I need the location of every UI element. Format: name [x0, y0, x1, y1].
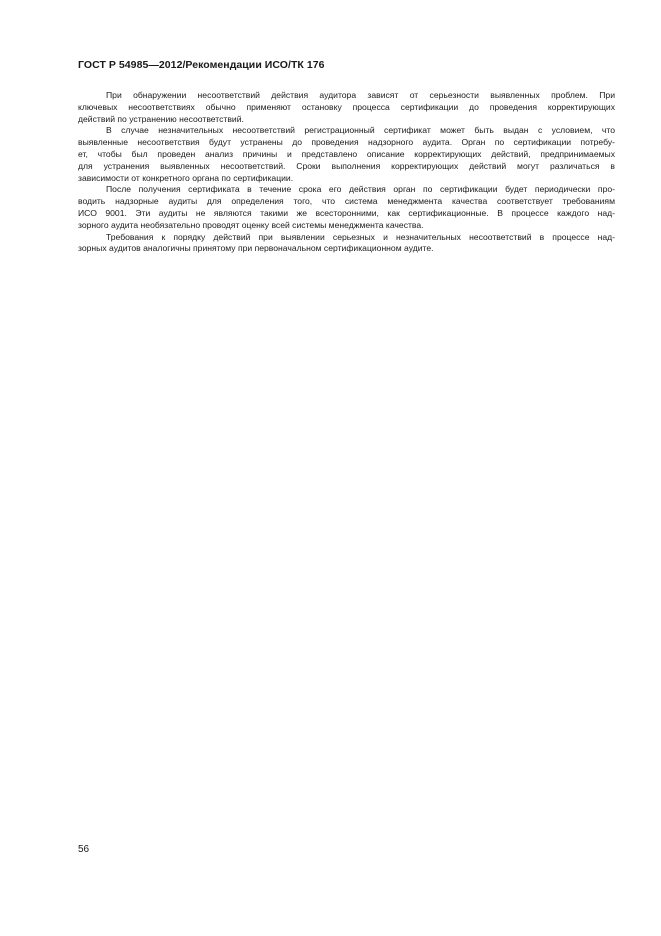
paragraph-line: выявленные несоответствия будут устранены до проведения надзорного аудита. Орган по сертификации потребу- [78, 137, 615, 148]
paragraph-line: для устранения выявленных несоответствий. Сроки выполнения корректирующих действий могут различаться в [78, 160, 615, 171]
paragraph-line: При обнаружении несоответствий действия аудитора зависят от серьезности выявленных проблем. При [106, 90, 615, 100]
paragraph-2 [78, 125, 615, 184]
paragraph-line: зависимости от конкретного органа по сертификации. [78, 172, 294, 183]
paragraph-line: ИСО 9001. Эти аудиты не являются такими же всесторонними, как сертификационные. В процессе каждого над- [78, 207, 615, 218]
paragraph-line: зорного аудита необязательно проводят оценку всей системы менеджмента качества. [78, 219, 424, 230]
paragraph-line: После получения сертификата в течение срока его действия орган по сертификации будет периодически про- [106, 184, 615, 195]
paragraph-line: В случае незначительных несоответствий регистрационный сертификат может быть выдан с условием, что [106, 125, 615, 136]
page-number: 56 [78, 844, 90, 855]
paragraph-line: водить надзорные аудиты для определения того, что система менеджмента качества соответствует требованиям [78, 196, 615, 207]
paragraph-line: Требования к порядку действий при выявлении серьезных и незначительных несоответствий в процессе над- [106, 231, 615, 242]
paragraph-line: действий по устранению несоответствий. [78, 113, 244, 124]
paragraph-1 [78, 90, 615, 125]
paragraph-line: ключевых несоответствиях обычно применяют остановку процесса сертификации до проведения корректирующих [78, 101, 615, 112]
paragraph-line: зорных аудитов аналогичны принятому при первоначальном сертификационном аудите. [78, 243, 434, 254]
page-header-title: ГОСТ Р 54985—2012/Рекомендации ИСО/ТК 176 [78, 59, 325, 71]
paragraph-4 [78, 232, 615, 256]
body-text [78, 90, 615, 255]
paragraph-line: ет, чтобы был проведен анализ причины и представлено описание корректирующих действий, предпринимаемых [78, 148, 615, 159]
paragraph-3 [78, 184, 615, 231]
